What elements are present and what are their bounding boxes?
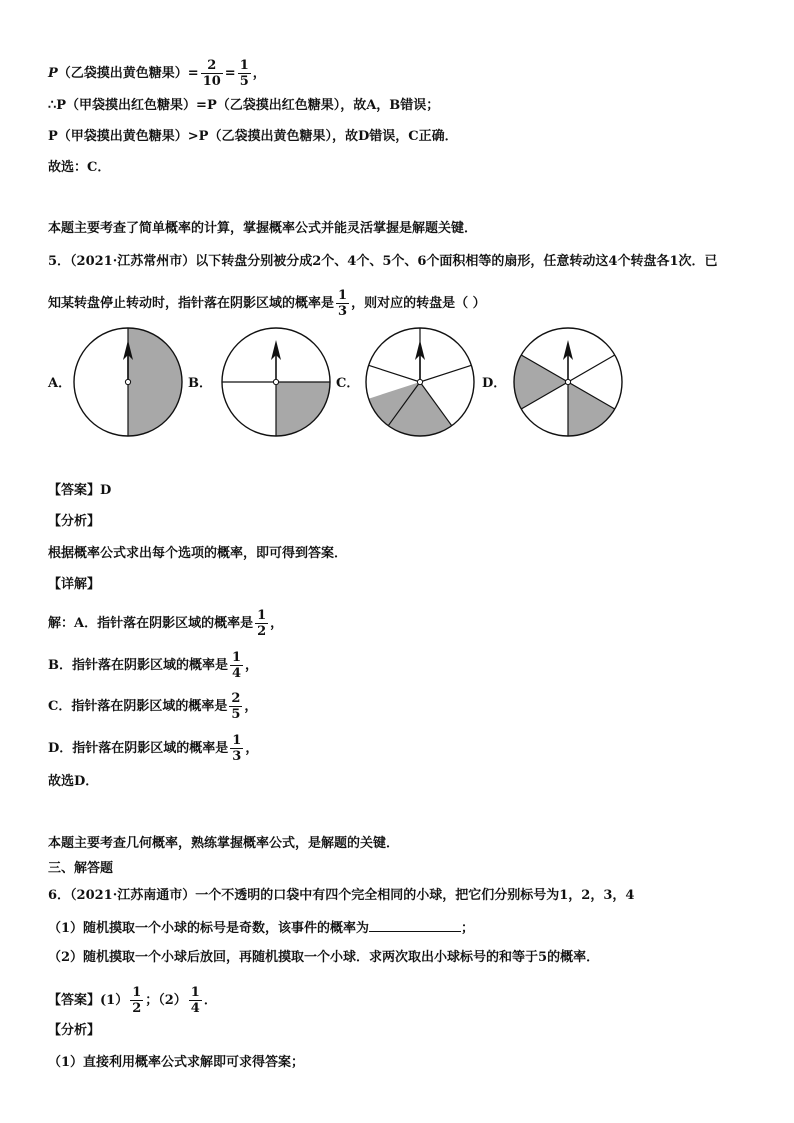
analysis-6-part-1: （1）直接利用概率公式求解即可求得答案； (48, 1055, 305, 1070)
detail-d: D．指针落在阴影区域的概率是 $\frac{1}{3}$ ， (48, 733, 259, 764)
question-5-line-a: 5．（2021·江苏常州市）以下转盘分别被分成2个、4个、5个、6个面积相等的扇形，任意转动这4个转盘各1次．已 (48, 254, 718, 269)
summary-5: 本题主要考查几何概率，熟练掌握概率公式，是解题的关键． (48, 836, 400, 851)
spinner-c (364, 326, 476, 438)
prob-symbol: P (48, 66, 58, 81)
spinner-a (72, 326, 184, 438)
analysis-6-heading: 【分析】 (48, 1023, 101, 1038)
question-6-part-1: （1）随机摸取一个小球的标号是奇数，该事件的概率为 ； (48, 917, 474, 939)
option-d-label: D． (482, 376, 507, 391)
question-6: 6．（2021·江苏南通市）一个不透明的口袋中有四个完全相同的小球，把它们分别标号为1，2，3，4 (48, 888, 635, 903)
select-5: 故选D． (48, 774, 99, 789)
detail-5-heading: 【详解】 (48, 577, 101, 592)
section-3-heading: 三、解答题 (48, 861, 114, 876)
fraction-1-5: $\frac{1}{5}$ (239, 58, 249, 89)
summary-q4: 本题主要考查了简单概率的计算，掌握概率公式并能灵活掌握是解题关键． (48, 221, 478, 236)
option-b-label: B． (188, 376, 212, 391)
line-4: 故选：C． (48, 160, 111, 175)
spinner-d (512, 326, 624, 438)
line-3: P（甲袋摸出黄色糖果）>P（乙袋摸出黄色糖果），故D错误，C正确． (48, 129, 458, 144)
line-1: P（乙袋摸出黄色糖果）= $\frac{2}{10}$ = $\frac{1}{5}$ ， (48, 58, 266, 89)
fraction-1-3-d: $\frac{1}{3}$ (232, 733, 242, 764)
detail-a: 解：A．指针落在阴影区域的概率是 $\frac{1}{2}$ ， (48, 608, 284, 639)
line-1-text: （乙袋摸出黄色糖果）= (57, 66, 199, 81)
answer-blank[interactable] (369, 917, 461, 932)
analysis-5-heading: 【分析】 (48, 514, 101, 529)
fraction-2-10: $\frac{2}{10}$ (202, 58, 221, 89)
fraction-ans-1-2: $\frac{1}{2}$ (132, 985, 142, 1016)
detail-c: C．指针落在阴影区域的概率是 $\frac{2}{5}$ ， (48, 691, 258, 722)
line-2: ∴P（甲袋摸出红色糖果）=P（乙袋摸出红色糖果），故A，B错误； (48, 98, 440, 113)
spinner-b (220, 326, 332, 438)
question-5-line-b: 知某转盘停止转动时，指针落在阴影区域的概率是 $\frac{1}{3}$ ，则对应的转盘是（ ） (48, 288, 486, 319)
analysis-5-text: 根据概率公式求出每个选项的概率，即可得到答案． (48, 546, 348, 561)
fraction-2-5: $\frac{2}{5}$ (231, 691, 241, 722)
fraction-1-4: $\frac{1}{4}$ (232, 650, 242, 681)
fraction-1-2: $\frac{1}{2}$ (257, 608, 267, 639)
option-a-label: A． (48, 376, 72, 391)
fraction-ans-1-4: $\frac{1}{4}$ (190, 985, 200, 1016)
detail-b: B．指针落在阴影区域的概率是 $\frac{1}{4}$ ， (48, 650, 259, 681)
answer-6: 【答案】(1） $\frac{1}{2}$ ；（2） $\frac{1}{4}$ ． (48, 985, 217, 1016)
fraction-1-3: $\frac{1}{3}$ (338, 288, 348, 319)
answer-5: 【答案】D (48, 483, 112, 498)
question-6-part-2: （2）随机摸取一个小球后放回，再随机摸取一个小球．求两次取出小球标号的和等于5的概率． (48, 950, 600, 965)
option-c-label: C． (336, 376, 360, 391)
